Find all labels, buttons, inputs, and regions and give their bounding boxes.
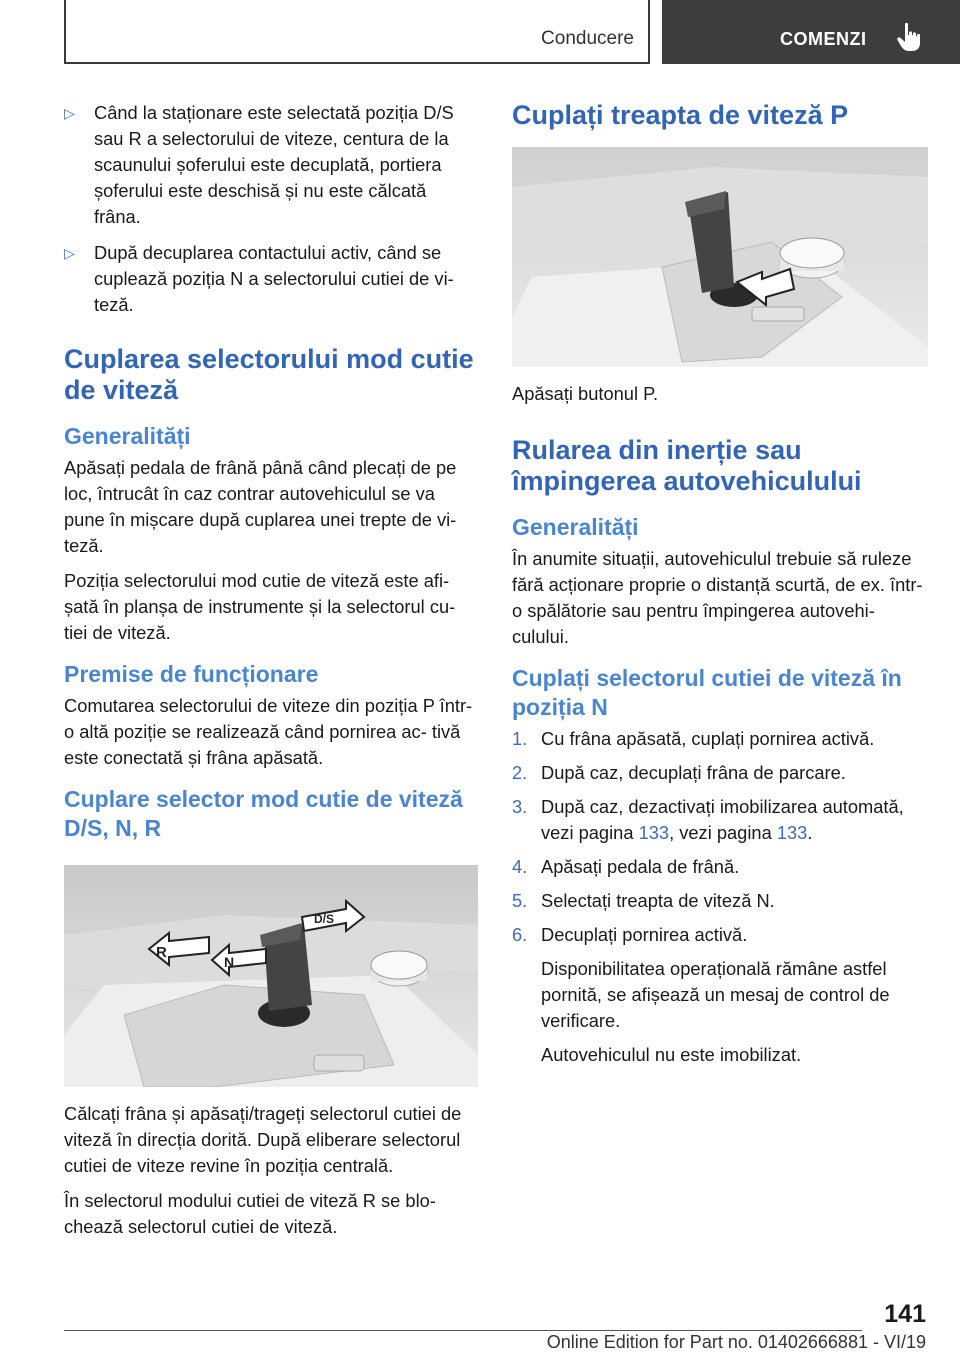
subheading-prerequisites: Premise de funcționare: [64, 661, 319, 687]
header-section-box: [64, 0, 650, 64]
section-heading-shift-mode: Cuplarea selectorului mod cutie de viteză: [64, 344, 474, 405]
right-column: [512, 100, 928, 1076]
step-text: După caz, dezactivați imobilizarea automată, vezi pagina: [541, 796, 904, 843]
triangle-bullet-icon: ▷: [64, 245, 75, 261]
image-caption: Apăsați butonul P.: [512, 383, 659, 404]
header-chapter-box: [662, 0, 960, 64]
step-text: .: [807, 822, 813, 843]
triangle-bullet-icon: ▷: [64, 105, 75, 121]
step-number: 2.: [512, 762, 528, 783]
step-text: Selectați treapta de viteză N.: [541, 890, 775, 911]
bullet-text: Când la staționare este selectată poziția D/S sau R a selectorului de viteze, centura de la scaunului șoferului este decuplată, portiera șoferului este deschisă și nu este călcată frâna.: [94, 102, 454, 227]
step-text: Decuplați pornirea activă.: [541, 924, 748, 945]
header-section-title: Conducere: [541, 28, 634, 49]
list-item: [512, 888, 928, 914]
subheading-shift-dsnr: Cuplare selector mod cutie de viteză D/S, N, R: [64, 786, 463, 841]
step-text: Cu frâna apăsată, cuplați pornirea activă.: [541, 728, 875, 749]
paragraph: Comutarea selectorului de viteze din poziția P într-o altă poziție se realizează când pornirea ac‐ tivă este conectată și frâna apăsată.: [64, 695, 473, 768]
footer-divider: [64, 1330, 862, 1331]
left-column: [64, 100, 478, 1249]
arrow-label-n: N: [224, 954, 235, 970]
list-item: [512, 922, 928, 948]
step-number: 3.: [512, 796, 528, 817]
list-item: [512, 854, 928, 880]
subheading-general: Generalități: [512, 514, 639, 540]
subheading-general: Generalități: [64, 423, 191, 449]
step-note: Disponibilitatea operațională rămâne astfel pornită, se afișează un mesaj de control de verificare.: [541, 958, 890, 1031]
step-note: Autovehiculul nu este imobilizat.: [541, 1044, 802, 1065]
bullet-item: [64, 100, 478, 230]
step-number: 1.: [512, 728, 528, 749]
step-text: Apăsați pedala de frână.: [541, 856, 740, 877]
bullet-item: [64, 240, 478, 318]
park-button-illustration: [512, 147, 928, 367]
arrow-label-r: R: [156, 944, 167, 961]
footer-edition: Online Edition for Part no. 01402666881 - VI/19: [546, 1332, 926, 1352]
step-number: 5.: [512, 890, 528, 911]
step-text: , vezi pagina: [669, 822, 777, 843]
list-item: [512, 726, 928, 752]
section-heading-rolling: Rularea din inerție sau împingerea autovehiculului: [512, 435, 862, 496]
page-link[interactable]: 133: [638, 822, 670, 843]
page-number: 141: [884, 1300, 926, 1328]
paragraph: În selectorul modului cutiei de viteză R se blo‐ chează selectorul cutiei de viteză.: [64, 1190, 436, 1237]
step-number: 4.: [512, 856, 528, 877]
step-text: După caz, decuplați frâna de parcare.: [541, 762, 846, 783]
paragraph: Poziția selectorului mod cutie de viteză este afi‐ șată în planșa de instrumente și la selectorul cu‐ tiei de viteză.: [64, 570, 456, 643]
paragraph: Călcați frâna și apăsați/trageți selectorul cutiei de viteză în direcția dorită. După eliberare selectorul cutiei de viteze revine în poziția centrală.: [64, 1103, 462, 1176]
header-chapter-title: COMENZI: [780, 29, 867, 49]
step-number: 6.: [512, 924, 528, 945]
list-item: [512, 760, 928, 786]
subheading-neutral: Cuplați selectorul cutiei de viteză în poziția N: [512, 665, 902, 720]
paragraph: Apăsați pedala de frână până când plecați de pe loc, întrucât în caz contrar autovehiculul se va pune în mișcare după cuplarea unei trepte de vi‐ teză.: [64, 457, 457, 556]
arrow-label-ds: D/S: [314, 912, 335, 926]
paragraph: În anumite situații, autovehiculul trebuie să ruleze fără acționare proprie o distanță scurtă, de ex. într-o spălătorie sau pentru împingerea autovehi‐ culului.: [512, 548, 923, 647]
pointing-hand-icon: [896, 22, 922, 52]
list-item: [512, 794, 928, 846]
page-link[interactable]: 133: [776, 822, 808, 843]
section-heading-park: Cuplați treapta de viteză P: [512, 100, 849, 130]
bullet-text: După decuplarea contactului activ, când se cuplează poziția N a selectorului cutiei de vi‐ teză.: [94, 242, 454, 315]
gear-selector-illustration: [64, 865, 478, 1087]
neutral-steps-list: [512, 726, 928, 948]
